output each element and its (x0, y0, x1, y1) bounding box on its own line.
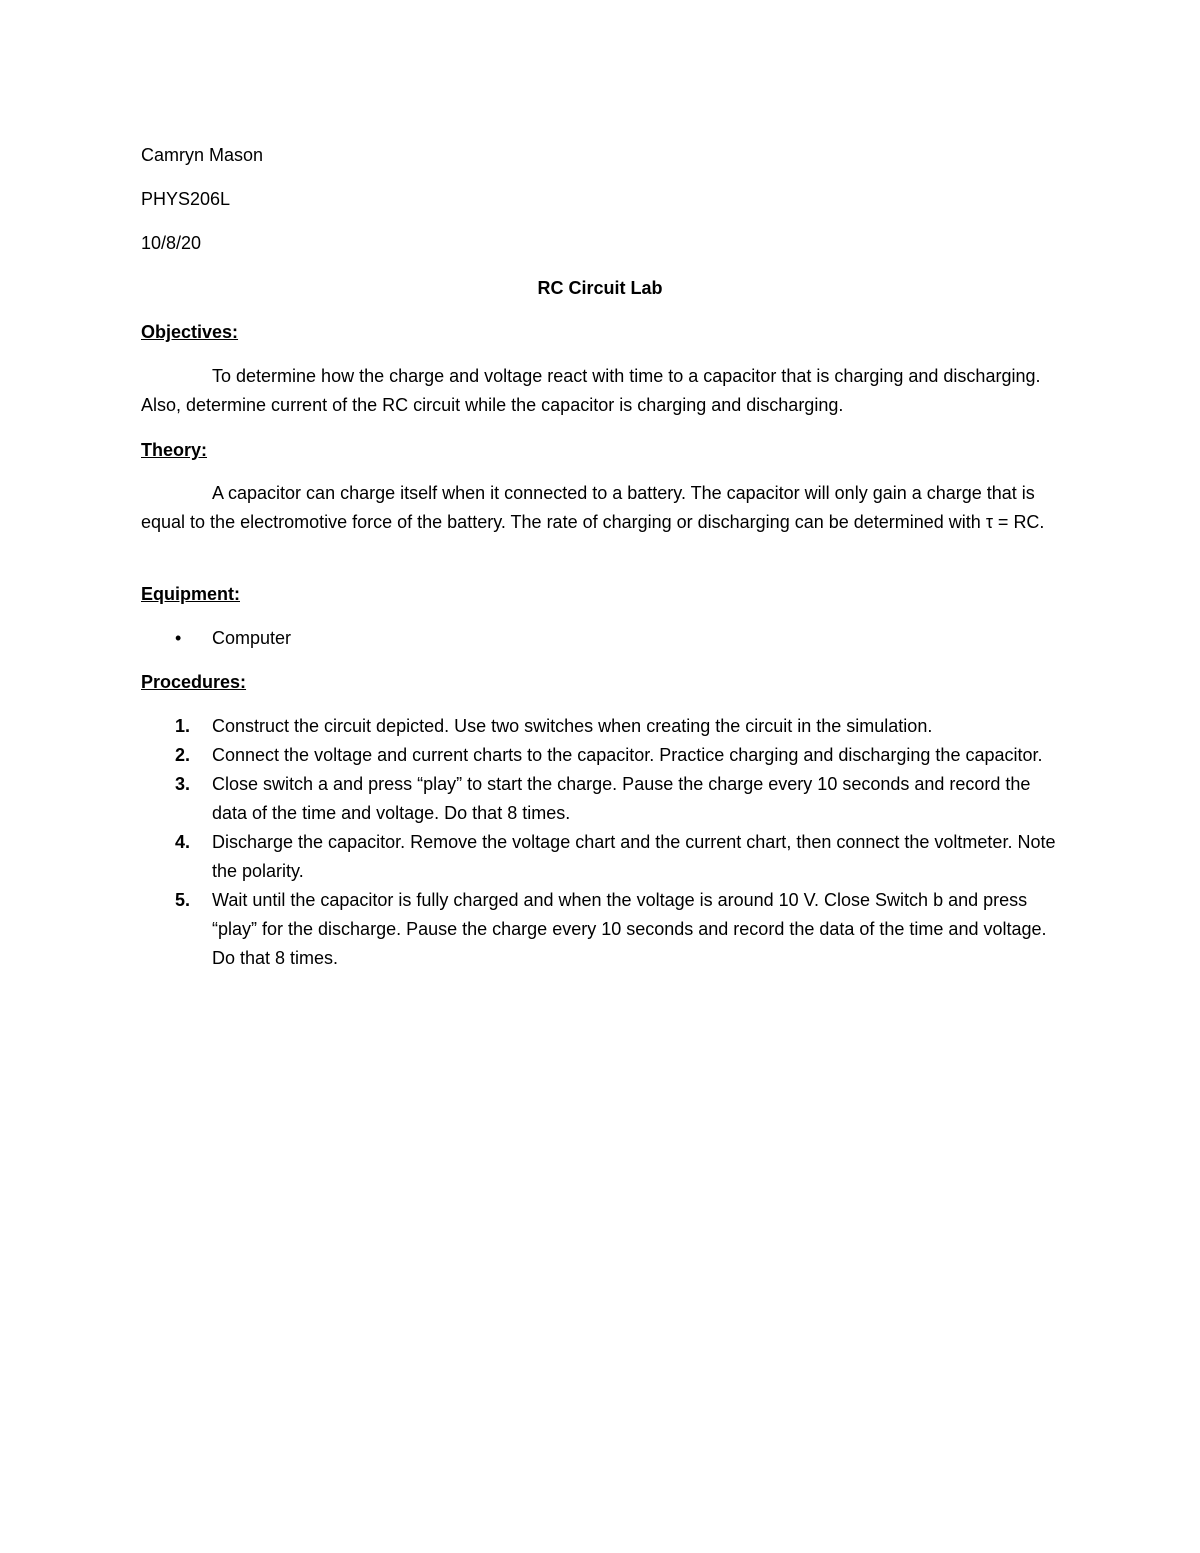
step-number: 2. (175, 745, 191, 765)
step-number: 1. (175, 716, 191, 736)
document-date: 10/8/20 (141, 233, 202, 253)
document-title: RC Circuit Lab (537, 278, 663, 298)
step-text: Construct the circuit depicted. Use two switches when creating the circuit in the simulation. (212, 716, 933, 736)
step-text: Connect the voltage and current charts to the capacitor. Practice charging and discharging the capacitor. (212, 745, 1043, 765)
list-item (141, 741, 1061, 770)
equipment-heading: Equipment: (141, 584, 240, 604)
course-code: PHYS206L (141, 189, 231, 209)
list-item (141, 770, 1061, 828)
step-number: 3. (175, 774, 191, 794)
step-number: 4. (175, 832, 191, 852)
objectives-heading: Objectives: (141, 322, 239, 342)
list-item (141, 712, 1061, 741)
theory-text: A capacitor can charge itself when it connected to a battery. The capacitor will only gain a charge that is equal to the electromotive force of the battery. The rate of charging or discharging can be determined with τ = RC. (141, 483, 1045, 532)
procedures-list (141, 712, 1061, 973)
step-text: Close switch a and press “play” to start the charge. Pause the charge every 10 seconds and record the data of the time and voltage. Do that 8 times. (212, 774, 1031, 823)
list-item (141, 624, 291, 653)
author-name: Camryn Mason (141, 145, 264, 165)
theory-heading: Theory: (141, 440, 208, 460)
step-number: 5. (175, 890, 191, 910)
objectives-text: To determine how the charge and voltage react with time to a capacitor that is charging and discharging. Also, determine current of the RC circuit while the capacitor is charging and discharging. (141, 366, 1041, 415)
step-text: Discharge the capacitor. Remove the voltage chart and the current chart, then connect the voltmeter. Note the polarity. (212, 832, 1056, 881)
step-text: Wait until the capacitor is fully charged and when the voltage is around 10 V. Close Switch b and press “play” for the discharge. Pause the charge every 10 seconds and record the data of the time and voltage. Do that 8 times. (212, 890, 1047, 968)
equipment-item-label: Computer (212, 628, 292, 648)
list-item (141, 828, 1061, 886)
list-item (141, 886, 1061, 973)
equipment-list (141, 624, 291, 653)
procedures-heading: Procedures: (141, 672, 247, 692)
bullet-icon: • (175, 628, 182, 648)
